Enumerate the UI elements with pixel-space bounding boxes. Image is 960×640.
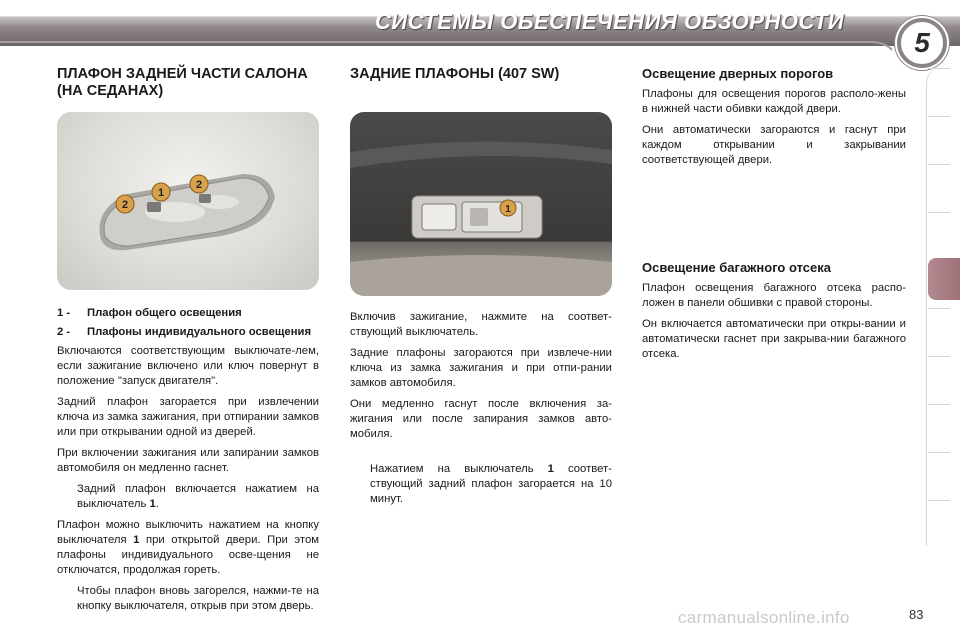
legend-text: Плафон общего освещения xyxy=(87,307,242,319)
photo-marker-3: 2 xyxy=(195,179,203,191)
section-heading: Освещение дверных порогов xyxy=(642,66,834,81)
chapter-tab[interactable] xyxy=(928,308,950,345)
paragraph: Плафон можно выключить нажатием на кнопку выключателя 1 при открытой двери. При этом плафоны индивидуального осве-щения не отключатся, продолжая гореть. xyxy=(57,519,319,576)
paragraph: Они медленно гаснут после включения за-жигания или после запирания замков авто-мобиля. xyxy=(350,398,612,440)
paragraph: Включив зажигание, нажмите на соответ-ствующий выключатель. xyxy=(350,311,612,338)
legend-item xyxy=(57,325,319,340)
column-3-lower xyxy=(642,260,906,368)
instruction-bullet xyxy=(350,462,612,507)
pointing-hand-icon xyxy=(350,462,370,507)
photo-marker-1: 2 xyxy=(121,199,129,211)
paragraph: Плафоны для освещения порогов располо-жены в нижней части обивки каждой двери. xyxy=(642,88,906,115)
legend-number: 1 - xyxy=(57,307,71,319)
paragraph: При включении зажигания или запирании замков автомобиля он медленно гаснет. xyxy=(57,447,319,474)
section-heading: Освещение багажного отсека xyxy=(642,260,831,275)
page-number: 83 xyxy=(909,607,924,622)
chapter-badge xyxy=(897,18,947,68)
bullet-text: Нажатием на выключатель 1 соответ-ствующий задний плафон загорается на 10 минут. xyxy=(370,463,612,505)
lamp-switch-illustration xyxy=(350,112,612,296)
lamp-illustration xyxy=(57,112,319,290)
paragraph: Они автоматически загораются и гаснут при каждом открывании и закрывании соответствующей двери. xyxy=(642,124,906,166)
paragraph: Он включается автоматически при откры-вании и автоматически гаснет при закрыва-нии багажного отсека. xyxy=(642,318,906,360)
column-1-text xyxy=(57,306,319,620)
photo-marker: 1 xyxy=(505,204,511,215)
chapter-tab[interactable] xyxy=(928,164,950,201)
header-decorative-line xyxy=(0,40,960,56)
chapter-tabs xyxy=(928,68,960,568)
paragraph: Задний плафон загорается при извлечении ключа из замка зажигания, при отпирании замков или при открывании одной из дверей. xyxy=(57,396,319,438)
chapter-tab-active[interactable] xyxy=(928,258,960,300)
paragraph: Задние плафоны загораются при извлече-нии ключа из замка зажигания и при отпи-рании замков автомобиля. xyxy=(350,347,612,389)
column-2 xyxy=(350,66,612,83)
paragraph: Плафон освещения багажного отсека распо-ложен в панели обшивки с правой стороны. xyxy=(642,282,906,309)
section-heading: ПЛАФОН ЗАДНЕЙ ЧАСТИ САЛОНА (НА СЕДАНАХ) xyxy=(57,66,308,99)
pointing-hand-icon xyxy=(57,584,77,614)
chapter-title: СИСТЕМЫ ОБЕСПЕЧЕНИЯ ОБЗОРНОСТИ xyxy=(375,9,845,34)
rear-courtesy-lamp-photo xyxy=(57,112,319,290)
legend-text: Плафоны индивидуального освещения xyxy=(87,326,312,338)
legend-item xyxy=(57,306,319,321)
instruction-bullet xyxy=(57,584,319,614)
section-heading: ЗАДНИЕ ПЛАФОНЫ (407 SW) xyxy=(350,66,560,82)
bullet-text: Чтобы плафон вновь загорелся, нажми-те на кнопку выключателя, открыв при этом дверь. xyxy=(77,585,319,612)
chapter-tab[interactable] xyxy=(928,116,950,153)
bullet-text: Задний плафон включается нажатием на выключатель 1. xyxy=(77,483,319,510)
chapter-tab[interactable] xyxy=(928,68,950,105)
chapter-tab[interactable] xyxy=(928,356,950,393)
watermark: carmanualsonline.info xyxy=(678,608,850,627)
instruction-bullet xyxy=(57,482,319,512)
paragraph: Включаются соответствующим выключате-лем, если зажигание включено или ключ повернут в положение "запуск двигателя". xyxy=(57,345,319,387)
chapter-tab[interactable] xyxy=(928,452,950,489)
chapter-tab[interactable] xyxy=(928,212,950,249)
legend-number: 2 - xyxy=(57,326,71,338)
photo-marker-2: 1 xyxy=(157,187,165,199)
page-header xyxy=(0,0,960,56)
pointing-hand-icon xyxy=(57,482,77,512)
rear-reading-lamps-photo xyxy=(350,112,612,296)
column-1 xyxy=(57,66,319,100)
column-3 xyxy=(642,66,906,174)
column-2-text xyxy=(350,310,612,513)
chapter-tab[interactable] xyxy=(928,404,950,441)
chapter-tab[interactable] xyxy=(928,500,950,537)
chapter-number: 5 xyxy=(914,27,930,58)
